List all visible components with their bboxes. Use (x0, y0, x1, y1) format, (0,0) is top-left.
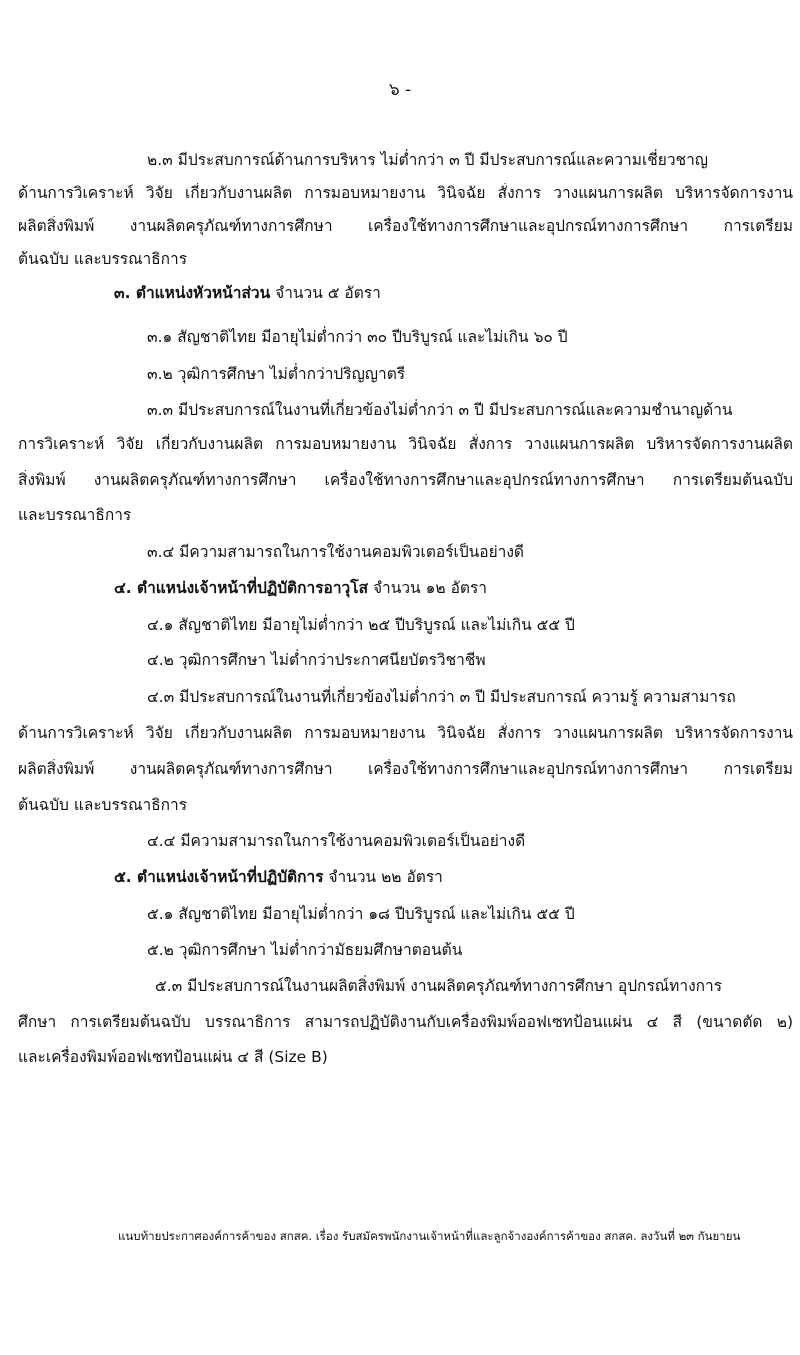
body-line: ศึกษา การเตรียมต้นฉบับ บรรณาธิการ สามารถปฏิบัติงานกับเครื่องพิมพ์ออฟเซทป้อนแผ่น ๔ สี (ขนาดตัด ๒) (18, 1013, 793, 1031)
section-heading (114, 867, 800, 887)
body-line: ผลิตสิ่งพิมพ์ งานผลิตครุภัณฑ์ทางการศึกษา เครื่องใช้ทางการศึกษาและอุปกรณ์ทางการศึกษา การเตรียม (18, 217, 793, 235)
body-line: ต้นฉบับ และบรรณาธิการ (18, 250, 188, 268)
body-line: ๕.๓ มีประสบการณ์ในงานผลิตสิ่งพิมพ์ งานผลิตครุภัณฑ์ทางการศึกษา อุปกรณ์ทางการ (155, 977, 723, 995)
body-line: ๓.๑ สัญชาติไทย มีอายุไม่ต่ำกว่า ๓๐ ปีบริบูรณ์ และไม่เกิน ๖๐ ปี (147, 328, 568, 346)
section-heading (114, 578, 800, 598)
body-line: ต้นฉบับ และบรรณาธิการ (18, 796, 188, 814)
body-line: ๔.๒ วุฒิการศึกษา ไม่ต่ำกว่าประกาศนียบัตรวิชาชีพ (147, 651, 486, 669)
body-line: การวิเคราะห์ วิจัย เกี่ยวกับงานผลิต การมอบหมายงาน วินิจฉัย สั่งการ วางแผนการผลิต บริหารจัดการงานผลิต (18, 435, 793, 453)
section-heading-count: จำนวน ๑๒ อัตรา (368, 579, 487, 597)
body-line: ๔.๓ มีประสบการณ์ในงานที่เกี่ยวข้องไม่ต่ำกว่า ๓ ปี มีประสบการณ์ ความรู้ ความสามารถ (147, 688, 736, 706)
body-line: ๕.๑ สัญชาติไทย มีอายุไม่ต่ำกว่า ๑๘ ปีบริบูรณ์ และไม่เกิน ๕๕ ปี (147, 905, 575, 923)
body-line: ๓.๒ วุฒิการศึกษา ไม่ต่ำกว่าปริญญาตรี (147, 365, 406, 383)
page-number: ๖ - (388, 80, 412, 100)
body-line: ๕.๒ วุฒิการศึกษา ไม่ต่ำกว่ามัธยมศึกษาตอนต้น (147, 941, 463, 959)
section-heading-title: ๔. ตำแหน่งเจ้าหน้าที่ปฏิบัติการอาวุโส (114, 579, 369, 597)
section-heading-count: จำนวน ๕ อัตรา (270, 284, 381, 302)
body-line: ๔.๔ มีความสามารถในการใช้งานคอมพิวเตอร์เป็นอย่างดี (147, 832, 526, 850)
body-line: ๓.๓ มีประสบการณ์ในงานที่เกี่ยวข้องไม่ต่ำกว่า ๓ ปี มีประสบการณ์และความชำนาญด้าน (147, 401, 733, 419)
section-heading-title: ๕. ตำแหน่งเจ้าหน้าที่ปฏิบัติการ (114, 868, 324, 886)
body-line: ๔.๑ สัญชาติไทย มีอายุไม่ต่ำกว่า ๒๕ ปีบริบูรณ์ และไม่เกิน ๕๕ ปี (147, 616, 575, 634)
body-line: และเครื่องพิมพ์ออฟเซทป้อนแผ่น ๔ สี (Size B) (18, 1048, 328, 1066)
section-heading-count: จำนวน ๒๒ อัตรา (323, 868, 443, 886)
body-line: ด้านการวิเคราะห์ วิจัย เกี่ยวกับงานผลิต การมอบหมายงาน วินิจฉัย สั่งการ วางแผนการผลิต บริหารจัดการงาน (18, 184, 793, 202)
section-heading (114, 283, 800, 303)
body-line: สิ่งพิมพ์ งานผลิตครุภัณฑ์ทางการศึกษา เครื่องใช้ทางการศึกษาและอุปกรณ์ทางการศึกษา การเตรียมต้นฉบับ (18, 471, 793, 489)
body-line: ด้านการวิเคราะห์ วิจัย เกี่ยวกับงานผลิต การมอบหมายงาน วินิจฉัย สั่งการ วางแผนการผลิต บริหารจัดการงาน (18, 724, 793, 742)
body-line: ๒.๓ มีประสบการณ์ด้านการบริหาร ไม่ต่ำกว่า ๓ ปี มีประสบการณ์และความเชี่ยวชาญ (147, 151, 709, 169)
body-line: ผลิตสิ่งพิมพ์ งานผลิตครุภัณฑ์ทางการศึกษา เครื่องใช้ทางการศึกษาและอุปกรณ์ทางการศึกษา การเตรียม (18, 760, 793, 778)
footer-note: แนบท้ายประกาศองค์การค้าของ สกสค. เรื่อง รับสมัครพนักงานเจ้าหน้าที่และลูกจ้างองค์การค้าของ สกสค. ลงวันที่ ๒๓ กันยายน (118, 1229, 741, 1243)
body-line: และบรรณาธิการ (18, 506, 132, 524)
body-line: ๓.๔ มีความสามารถในการใช้งานคอมพิวเตอร์เป็นอย่างดี (147, 543, 524, 561)
section-heading-title: ๓. ตำแหน่งหัวหน้าส่วน (114, 284, 271, 302)
